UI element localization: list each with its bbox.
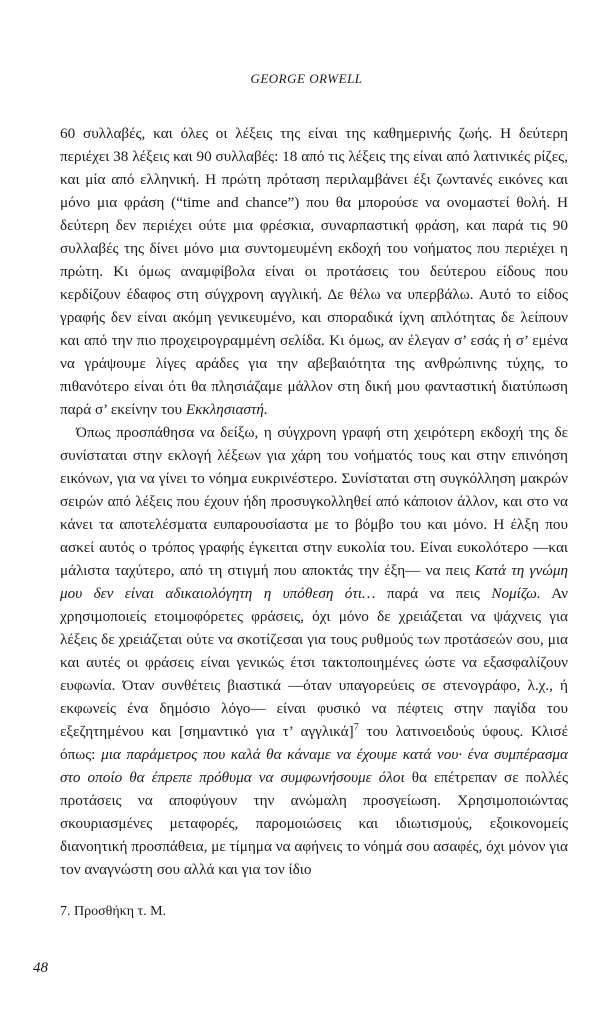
- body-text: [60, 122, 568, 881]
- running-header: GEORGE ORWELL: [250, 71, 363, 86]
- footnote: 7. Προσθήκη τ. Μ.: [60, 904, 167, 919]
- paragraph-2: Όπως προσπάθησα να δείξω, η σύγχρονη γραφή στη χειρότερη εκδοχή της δε συνίσταται στην εκλογή λέξεων για χάρη του νοήματός τους και στην επινόηση εικόνων, για να γίνει το νόημα ευκρινέστερο. Συνίσταται στη συγκόλληση μακρών σειρών από λέξεις που έχουν ήδη προσυγκολληθεί από κάποιον άλλον, και στο να κάνει τα αποτελέσματα ευπαρουσίαστα με το βόμβο του και μόνο. Η έλξη που ασκεί αυτός ο τρόπος γραφής έγκειται στην ευκολία του. Είναι ευκολότερο —και μάλιστα ταχύτερο, από τη στιγμή που αποκτάς την έξη— να πεις Κατά τη γνώμη μου δεν είναι αδικαιολόγητη η υπόθεση ότι… παρά να πεις Νομίζω. Αν χρησιμοποιείς ετοιμοφόρετες φράσεις, όχι μόνο δε χρειάζεται να ψάχνεις για λέξεις δε χρειάζεται ούτε να σκοτίζεσαι για τους ρυθμούς των προτάσεών σου, μια και αυτές οι φράσεις είναι γενικώς έτσι τακτοποιημένες ώστε να εξασφαλίζουν ευφωνία. Όταν συνθέτεις βιαστικά —όταν υπαγορεύεις σε στενογράφο, λ.χ., ή εκφωνείς ένα δημόσιο λόγο— είναι φυσικό να πέφτεις στην παγίδα του εξεζητημένου και [σημαντικό για τ’ αγγλικά]$^7$ του λατινοειδούς ύφους. Κλισέ όπως: μια παράμετρος που καλά θα κάναμε να έχουμε κατά νου· ένα συμπέρασμα στο οποίο θα έπρεπε πρόθυμα να συμφωνήσουμε όλοι θα επέτρεπαν σε πολλές προτάσεις να αποφύγουν την ανώμαλη προσγείωση. Χρησιμοποιώντας σκουριασμένες μεταφορές, παρομοιώσεις και ιδιωτισμούς, εξοικονομείς διανοητική προσπάθεια, με τίμημα να αφήνεις το νόημά σου ασαφές, όχι μόνον για τον αναγνώστη σου αλλά και για τον ίδιο: [60, 424, 569, 878]
- page-number: 48: [33, 960, 48, 976]
- italic-phrase: Κατά τη γνώμη μου δεν είναι αδικαιολόγητη η υπόθεση ότι…: [60, 562, 568, 602]
- italic-phrase: Νομίζω.: [491, 585, 541, 602]
- footnote-marker[interactable]: 7: [353, 721, 359, 733]
- italic-phrase: μια παράμετρος που καλά θα κάναμε να έχουμε κατά νου· ένα συμπέρασμα στο οποίο θα έπρεπε πρόθυμα να συμφωνήσουμε όλοι: [60, 746, 568, 786]
- paragraph-1: 60 συλλαβές, και όλες οι λέξεις της είναι της καθημερινής ζωής. Η δεύτερη περιέχει 38 λέξεις και 90 συλλαβές: 18 από τις λέξεις της είναι από λατινικές ρίζες, και μία από ελληνική. Η πρώτη πρόταση περιλαμβάνει έξι ζωντανές εικόνες και μόνο μια φράση (“time and chance”) που θα μπορούσε να ονομαστεί θολή. Η δεύτερη δεν περιέχει ούτε μια φρέσκια, συναρπαστική φράση, και παρά τις 90 συλλαβές της δίνει μόνο μια συντομευμένη εκδοχή του νοήματος που περιέχει η πρώτη. Κι όμως αναμφίβολα είναι οι προτάσεις του δεύτερου είδους που κερδίζουν έδαφος στη σύγχρονη αγγλική. Δε θέλω να υπερβάλω. Αυτό το είδος γραφής δεν είναι ακόμη γενικευμένο, και σποραδικά ίχνη απλότητας δε λείπουν και από την πιο προχειρογραμμένη σελίδα. Κι όμως, αν έλεγαν σ’ εσάς ή σ’ εμένα να γράψουμε λίγες αράδες για την αβεβαιότητα της ανθρώπινης τύχης, το πιθανότερο είναι ότι θα πλησιάζαμε μάλλον στη δική μου φανταστική διατύπωση παρά σ’ εκείνην του Εκκλησιαστή.: [60, 125, 568, 418]
- italic-phrase: Εκκλησιαστή.: [185, 401, 268, 418]
